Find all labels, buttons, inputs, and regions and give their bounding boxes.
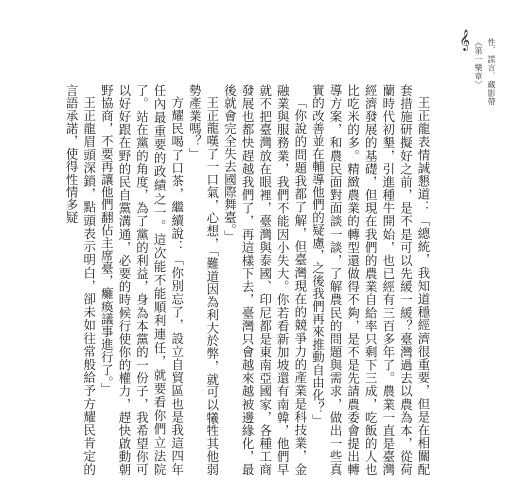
page-header: [457, 30, 496, 106]
paragraph: 王正龍表情誠懇道：「總統，我知道穩經濟很重要，但是在相關配套措施研擬好之前，是不是可以先緩一緩？臺灣過去以農為本，從荷蘭時代初墾，引進種牛開始，也已經有三百多年了。農業一直是臺灣經濟發展的基礎，但現在我們的農業自給率只剩下三成，吃飯的人也比吃米的多。精緻農業的轉型還做得不夠，是不是先請農委會提出轉導方案，和農民面對面談一談，了解農民的問題與需求，做出一些真實的改善並在輔導他們的疑慮，之後我們再來推動自由化？」: [310, 84, 431, 476]
paragraph: 「你說的問題我都了解，但臺灣現在的競爭力的產業是科技業，金融業與服務業，我們不能因小失大。你若看新加坡還有南韓，他們早就不把臺灣放在眼裡，臺灣與泰國、印尼都是東南亞國家，各種工商發展也都快趕越我們了，再這樣下去，臺灣只會越來越被邊緣化，最後就會完全失去國際舞臺。」: [222, 84, 308, 476]
chapter-title: 《第一樂章》: [474, 38, 483, 89]
paragraph: 王正龍眉頭深鎖，點頭表示明白，卻未如往常般給予方耀民肯定的言語承諾，使得性情多疑: [64, 84, 97, 476]
chapter-subtitle: 性．謊言．藏影帶: [487, 38, 496, 106]
paragraph: 王正龍嘆了一口氣，心想，「難道因為利大於弊，就可以犧牲其他弱勢產業嗎？」: [187, 84, 220, 476]
music-note-icon: 𝄞: [459, 30, 470, 51]
body-text: [64, 84, 432, 476]
paragraph: 方耀民喝了口茶，繼續說：「你別忘了，設立自貿區也是我這四年任內最重要的政績之一。這次能不能順利連任，就要看你們立法院了。站在黨的角度，為了黨的利益，身為本黨的一份子，我希望你可以好好跟在野的民自黨溝通，必要的時候行使你的權力，趕快啟動朝野協商，不要再讓他們翻佔主席臺，癱瘓議事進行了。」: [99, 84, 185, 476]
